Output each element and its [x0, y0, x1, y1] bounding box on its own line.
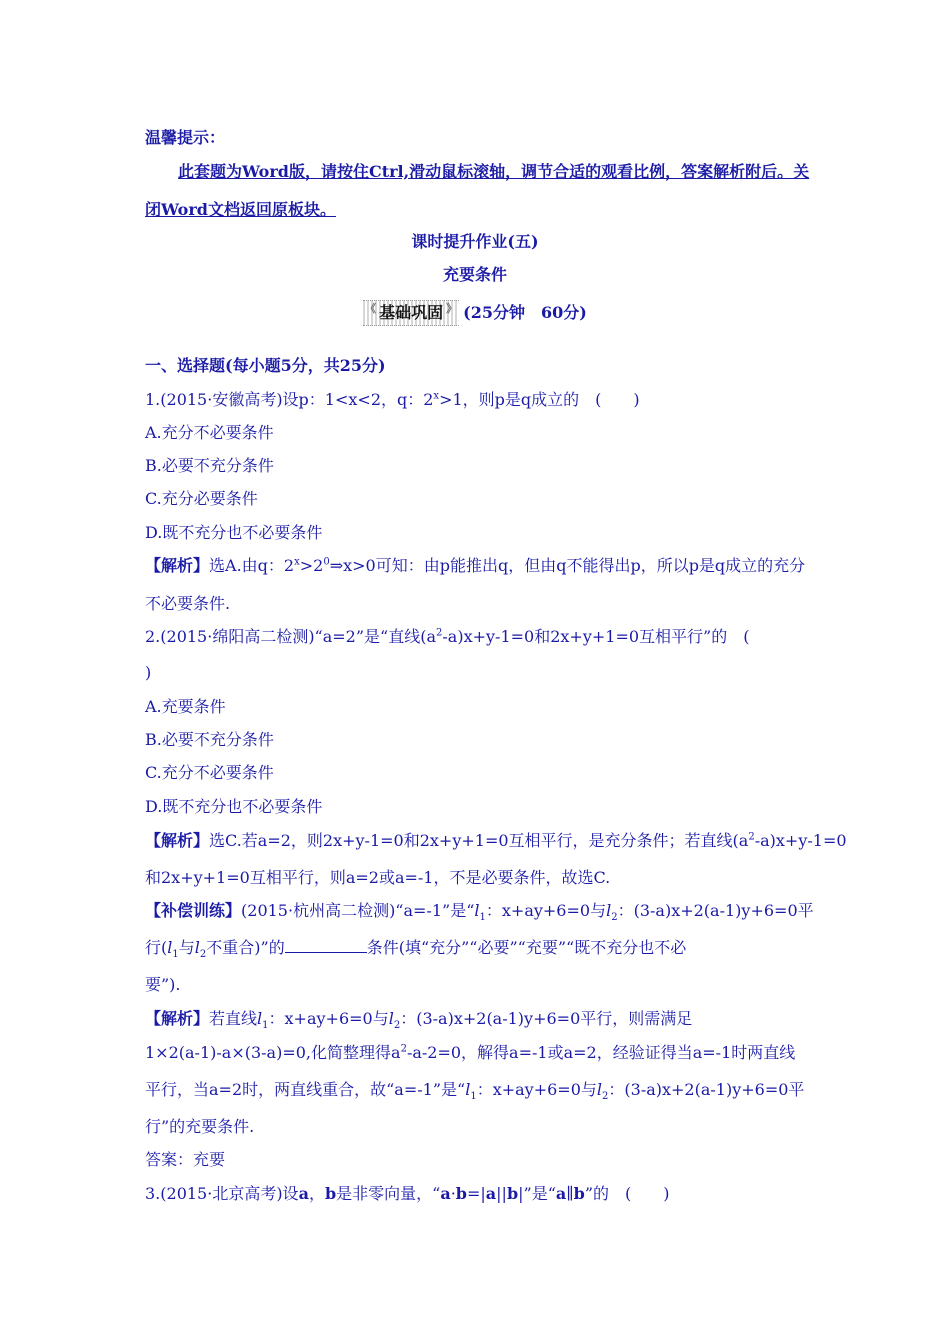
- section-badge-row: [0, 300, 950, 326]
- q2-analysis-line-1: 【解析】选C.若a=2，则2x+y-1=0和2x+y+1=0互相平行，是充分条件；若直线$(a^2-a)x+y-1=0$: [145, 831, 847, 850]
- tip-line-2: 闭Word文档返回原板块。: [145, 200, 336, 219]
- supp-analysis-line-1: 【解析】若直线$l_1$：x+ay+6=0与$l_2$：(3-a)x+2(a-1)y+6=0平行，则需满足: [145, 1009, 693, 1032]
- q1-option-b: B.必要不充分条件: [145, 456, 274, 475]
- q2-stem: 2.(2015·绵阳高二检测)“a=2”是“直线$(a^2-a)x+y-1=0$和2x+y+1=0互相平行”的 (: [145, 627, 750, 646]
- q3-stem: 3.(2015·北京高考)设a，b是非零向量，“a·b=|a||b|”是“a∥b”的 ( ): [145, 1184, 670, 1203]
- supp-answer: 答案：充要: [145, 1150, 226, 1169]
- page-subtitle: 充要条件: [442, 265, 507, 284]
- q1-option-d: D.既不充分也不必要条件: [145, 523, 323, 542]
- page-title: 课时提升作业(五): [411, 232, 539, 251]
- q1-analysis-line-2: 不必要条件.: [145, 594, 231, 613]
- supp-analysis-line-2: 1×2(a-1)-a×(3-a)=0,化简整理得$a^2-a-2=0$，解得a=-1或a=2，经验证得当a=-1时两直线: [145, 1043, 796, 1062]
- q2-analysis-line-2: 和2x+y+1=0互相平行，则a=2或a=-1，不是必要条件，故选C.: [145, 868, 611, 887]
- badge-left-mark: 《: [365, 302, 377, 315]
- badge-right-mark: 》: [446, 302, 458, 315]
- q2-option-b: B.必要不充分条件: [145, 730, 274, 749]
- q1-option-c: C.充分必要条件: [145, 489, 258, 508]
- basic-badge: [363, 300, 459, 326]
- supp-analysis-line-3: 平行，当a=2时，两直线重合，故“a=-1”是“$l_1$：x+ay+6=0与$l_2$：(3-a)x+2(a-1)y+6=0平: [145, 1080, 805, 1103]
- badge-label: 基础巩固: [379, 303, 444, 322]
- q1-option-a: A.充分不必要条件: [145, 423, 274, 442]
- supp-line-3: 要”).: [145, 975, 181, 994]
- q2-option-d: D.既不充分也不必要条件: [145, 797, 323, 816]
- supp-line-1: 【补偿训练】(2015·杭州高二检测)“a=-1”是“$l_1$：x+ay+6=0与$l_2$：(3-a)x+2(a-1)y+6=0平: [145, 901, 814, 924]
- tip-title: 温馨提示：: [145, 128, 226, 147]
- supp-analysis-line-4: 行”的充要条件.: [145, 1117, 255, 1136]
- section-heading: 一、选择题(每小题5分，共25分): [145, 356, 386, 375]
- time-label: (25分钟 60分): [463, 303, 587, 322]
- q2-stem-line-2: ): [145, 663, 152, 682]
- tip-line-1: 此套题为Word版，请按住Ctrl,滑动鼠标滚轴，调节合适的观看比例，答案解析附后。关: [178, 162, 810, 181]
- q1-stem: 1.(2015·安徽高考)设p：1<x<2，q：$2^x>1$，则p是q成立的 ( ): [145, 390, 640, 409]
- supp-line-2: 行($l_1$与$l_2$不重合)”的 条件(填“充分”“必要”“充要”“既不充分也不必: [145, 938, 687, 961]
- q2-option-a: A.充要条件: [145, 697, 226, 716]
- q1-analysis-line-1: 【解析】选A.由q：$2^x>2^0\Rightarrow x>0$可知：由p能推出q，但由q不能得出p，所以p是q成立的充分: [145, 556, 806, 575]
- q2-option-c: C.充分不必要条件: [145, 763, 274, 782]
- fill-blank: [285, 938, 367, 953]
